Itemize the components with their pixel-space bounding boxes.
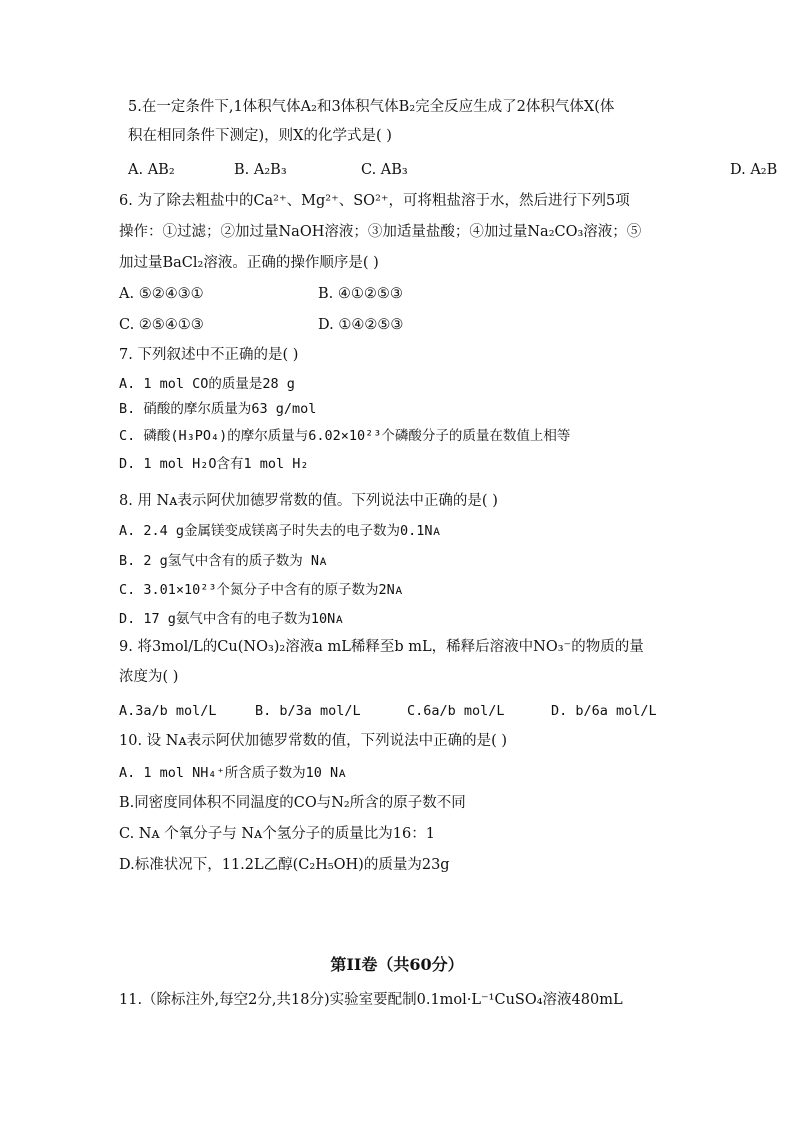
- q7-option-c: C. 磷酸(H₃PO₄)的摩尔质量与6.02×10²³个磷酸分子的质量在数值上相等: [119, 428, 571, 444]
- q11-line1: 11.（除标注外,每空2分,共18分)实验室要配制0.1mol·L⁻¹CuSO₄溶液480mL: [119, 992, 623, 1008]
- q9-line2: 浓度为( ): [119, 669, 179, 685]
- q5-option-d: D. A₂B: [730, 162, 778, 178]
- q5-option-c: C. AB₃: [361, 162, 408, 178]
- q6-line3: 加过量BaCl₂溶液。正确的操作顺序是( ): [119, 255, 379, 271]
- q6-option-a: A. ⑤②④③①: [119, 286, 204, 302]
- q7-option-a: A. 1 mol CO的质量是28 g: [119, 376, 295, 392]
- q6-option-c: C. ②⑤④①③: [119, 317, 204, 333]
- q9-option-a: A.3a/b mol/L: [119, 703, 217, 719]
- q6-option-b: B. ④①②⑤③: [318, 286, 403, 302]
- section-heading: 第II卷（共60分）: [330, 955, 464, 974]
- q8-option-c: C. 3.01×10²³个氮分子中含有的原子数为2Nᴀ: [119, 582, 403, 598]
- q10-option-c: C. Nᴀ 个氧分子与 Nᴀ个氢分子的质量比为16：1: [119, 826, 435, 842]
- q7-stem: 7. 下列叙述中不正确的是( ): [119, 347, 299, 363]
- q9-line1: 9. 将3mol/L的Cu(NO₃)₂溶液a mL稀释至b mL，稀释后溶液中NO₃⁻的物质的量: [119, 639, 644, 655]
- q5-option-b: B. A₂B₃: [234, 162, 287, 178]
- q5-line1: 5.在一定条件下,1体积气体A₂和3体积气体B₂完全反应生成了2体积气体X(体: [128, 99, 615, 115]
- q6-line1: 6. 为了除去粗盐中的Ca²⁺、Mg²⁺、SO²⁺，可将粗盐溶于水，然后进行下列5项: [119, 193, 630, 209]
- q10-stem: 10. 设 Nᴀ表示阿伏加德罗常数的值，下列说法中正确的是( ): [119, 733, 508, 749]
- q8-option-d: D. 17 g氨气中含有的电子数为10Nᴀ: [119, 611, 344, 627]
- q5-line2: 积在相同条件下测定)，则X的化学式是( ): [128, 128, 392, 144]
- q9-option-c: C.6a/b mol/L: [407, 703, 505, 719]
- q8-option-a: A. 2.4 g金属镁变成镁离子时失去的电子数为0.1Nᴀ: [119, 523, 441, 539]
- q10-option-b: B.同密度同体积不同温度的CO与N₂所含的原子数不同: [119, 795, 466, 811]
- q8-option-b: B. 2 g氢气中含有的质子数为 Nᴀ: [119, 553, 328, 569]
- q9-option-d: D. b/6a mol/L: [551, 703, 657, 719]
- q6-line2: 操作：①过滤；②加过量NaOH溶液；③加适量盐酸；④加过量Na₂CO₃溶液；⑤: [119, 224, 642, 240]
- q9-option-b: B. b/3a mol/L: [255, 703, 361, 719]
- q10-option-d: D.标准状况下，11.2L乙醇(C₂H₅OH)的质量为23g: [119, 857, 450, 873]
- q8-stem: 8. 用 Nᴀ表示阿伏加德罗常数的值。下列说法中正确的是( ): [119, 493, 498, 509]
- q7-option-d: D. 1 mol H₂O含有1 mol H₂: [119, 456, 309, 472]
- q10-option-a: A. 1 mol NH₄⁺所含质子数为10 Nᴀ: [119, 765, 347, 781]
- q6-option-d: D. ①④②⑤③: [318, 317, 404, 333]
- q5-option-a: A. AB₂: [128, 162, 175, 178]
- q7-option-b: B. 硝酸的摩尔质量为63 g/mol: [119, 401, 317, 417]
